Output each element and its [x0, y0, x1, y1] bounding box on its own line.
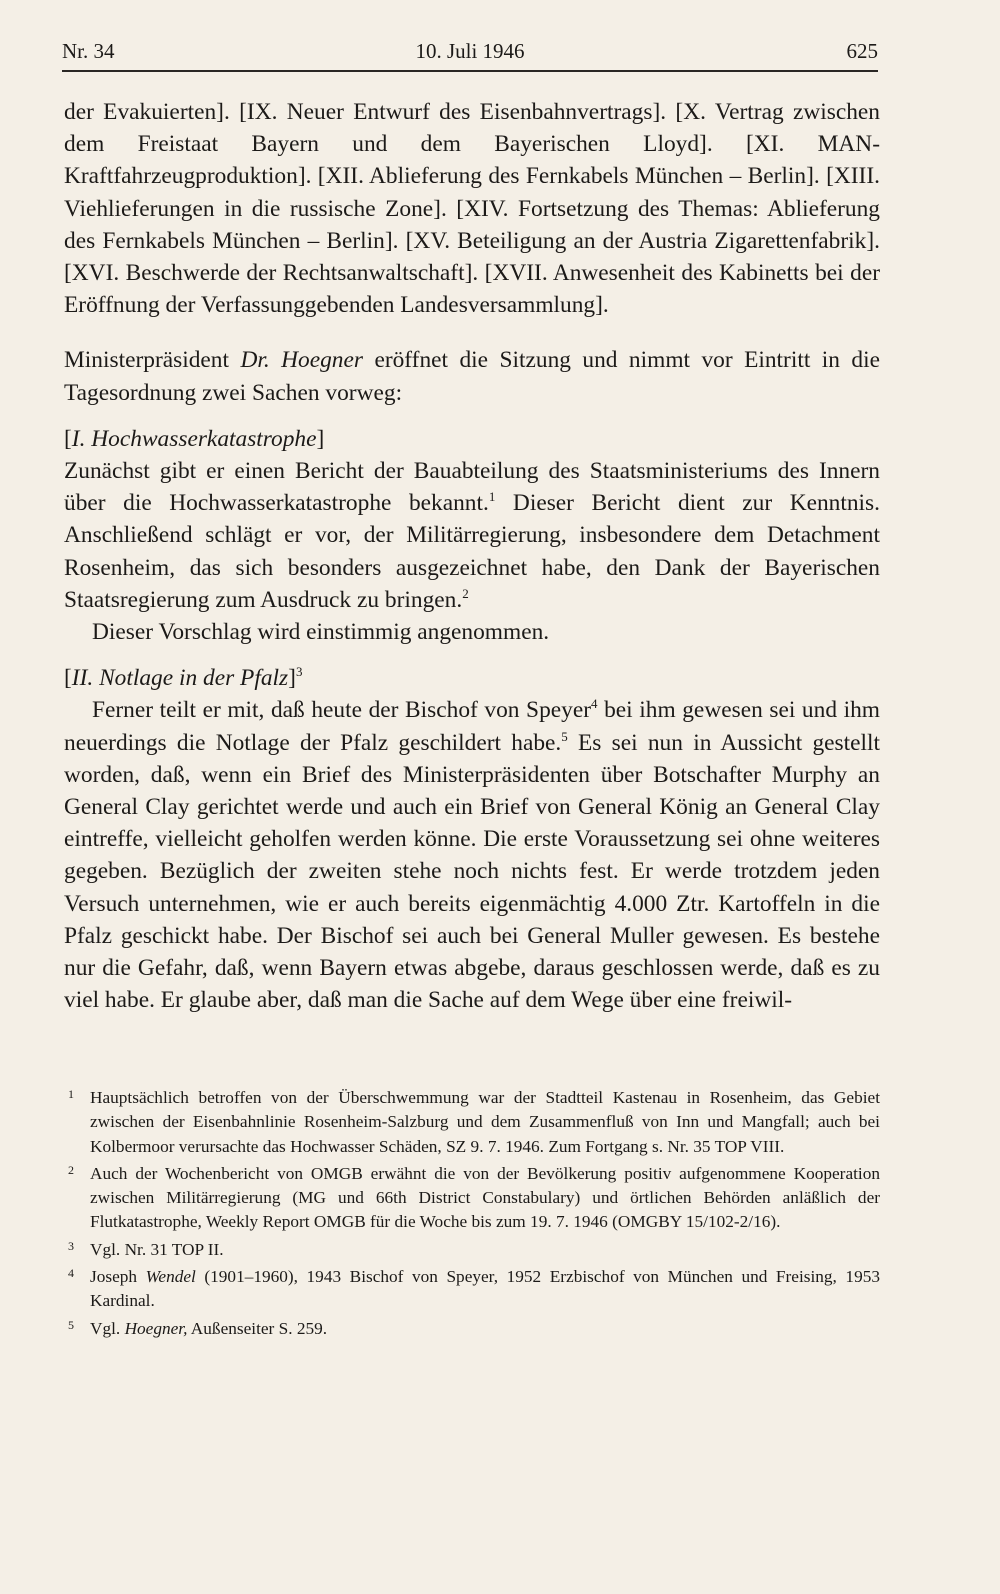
opening-text-rest: eröffnet die Sitzung und nimmt vor Eintritt in die Tagesordnung zwei Sachen vorweg: — [64, 347, 880, 406]
footnotes — [64, 1086, 880, 1344]
footnote-ref-5[interactable]: 5 — [561, 728, 568, 744]
section2-text-b: bei ihm gewesen sei und ihm neuerdings die Notlage der Pfalz geschildert habe. — [64, 697, 880, 756]
speaker-name: Dr. Hoegner — [240, 347, 363, 374]
section2-text-a: Ferner teilt er mit, daß heute der Bischof von Speyer — [92, 697, 592, 724]
section1-paragraph — [64, 455, 880, 616]
footnote-number: 4 — [68, 1266, 74, 1281]
footnote-number: 3 — [68, 1238, 74, 1253]
bracket-close: ] — [288, 665, 296, 692]
footnote-ref-1[interactable]: 1 — [488, 489, 496, 505]
section1-text-a: Zunächst gibt er einen Bericht der Bauabteilung des Staatsministeriums des Innern über die Hochwasserkatastrophe bekannt. — [64, 458, 880, 517]
section1-decision: Dieser Vorschlag wird einstimmig angenommen. — [92, 619, 550, 646]
footnote-2 — [64, 1162, 880, 1235]
opening-text: Ministerpräsident — [64, 347, 241, 374]
section-heading-1 — [64, 423, 880, 455]
footnote-1 — [64, 1086, 880, 1159]
bracket-close: ] — [316, 425, 325, 452]
footnote-text: Auch der Wochenbericht von OMGB erwähnt die von der Bevölkerung positiv aufgenommene Kooperation zwischen Militärregierung (MG und 66th District Constabulary) und örtlichen Behörden anläßlich der Flutkatastrophe, Weekly Report OMGB für die Woche bis zum 19. 7. 1946 (OMGBY 15/102-2/16). — [90, 1163, 880, 1232]
footnote-number: 2 — [68, 1162, 74, 1177]
footnote-4 — [64, 1265, 880, 1314]
section-title-2: II. Notlage in der Pfalz — [71, 665, 289, 692]
page-header — [62, 36, 878, 72]
footnote-text: Vgl. Nr. 31 TOP II. — [90, 1239, 224, 1259]
footnote-text: (1901–1960), 1943 Bischof von Speyer, 1952 Erzbischof von München und Freising, 1953 Kardinal. — [90, 1267, 880, 1311]
footnote-person-name: Wendel — [145, 1267, 196, 1287]
footnote-ref-2[interactable]: 2 — [462, 585, 469, 601]
section-title-1: I. Hochwasserkatastrophe — [71, 425, 317, 452]
footnote-number: 5 — [68, 1317, 74, 1332]
intro-paragraph: der Evakuierten]. [IX. Neuer Entwurf des Eisenbahnvertrags]. [X. Vertrag zwischen dem Freistaat Bayern und dem Bayerischen Lloyd]. [XI. MAN-Kraftfahrzeugproduktion]. [XII. Ablieferung des Fernkabels München – Berlin]. [XIII. Viehlieferungen in die russische Zone]. [XIV. Fortsetzung des Themas: Ablieferung des Fernkabels München – Berlin]. [XV. Beteiligung an der Austria Zigarettenfabrik]. [XVI. Beschwerde der Rechtsanwaltschaft]. [XVII. Anwesenheit des Kabinetts bei der Eröffnung der Verfassunggebenden Landesversammlung]. — [64, 99, 880, 319]
footnote-ref-3[interactable]: 3 — [295, 664, 303, 680]
footnote-text: Außenseiter S. 259. — [187, 1318, 328, 1338]
header-date: 10. Juli 1946 — [415, 39, 525, 63]
section2-paragraph — [64, 694, 880, 1016]
opening-paragraph — [64, 344, 880, 408]
main-text — [64, 96, 880, 1016]
section2-text-c: Es sei nun in Aussicht gestellt worden, daß, wenn ein Brief des Ministerpräsidenten über Botschafter Murphy an General Clay gerichtet werde und auch ein Brief von General König an General Clay eintreffe, vielleicht geholfen werden könne. Die erste Voraussetzung sei ohne weiteres gegeben. Bezüglich der zweiten stehe noch nichts fest. Er werde trotzdem jeden Versuch unternehmen, wie er auch bereits eigenmächtig 4.000 Ztr. Kartoffeln in die Pfalz geschickt habe. Der Bischof sei auch bei General Muller gewesen. Es bestehe nur die Gefahr, daß, wenn Bayern etwas abgebe, daraus geschlossen werde, daß es zu viel habe. Er glaube aber, daß man die Sache auf dem Wege über eine freiwil- — [64, 729, 881, 1014]
section1-text-b: Dieser Bericht dient zur Kenntnis. Anschließend schlägt er vor, der Militärregierung, insbesondere dem Detachment Rosenheim, das sich besonders ausgezeichnet habe, den Dank der Bayerischen Staatsregierung zum Ausdruck zu bringen. — [64, 490, 881, 613]
document-number: Nr. 34 — [62, 39, 115, 63]
footnote-number: 1 — [68, 1087, 74, 1101]
section-heading-2 — [64, 662, 880, 694]
page-number: 625 — [846, 39, 878, 63]
footnote-ref-4[interactable]: 4 — [591, 696, 598, 712]
footnote-author-name: Hoegner, — [124, 1318, 188, 1338]
footnote-5 — [64, 1317, 880, 1341]
footnote-text: Hauptsächlich betroffen von der Überschwemmung war der Stadtteil Kastenau in Rosenheim, das Gebiet zwischen der Eisenbahnlinie Rosenheim-Salzburg und dem Zusammenfluß von Inn und Mangfall; auch bei Kolbermoor verursachte das Hochwasser Schäden, SZ 9. 7. 1946. Zum Fortgang s. Nr. 35 TOP VIII. — [90, 1088, 880, 1156]
footnote-3 — [64, 1238, 880, 1262]
footnote-text-pre: Joseph — [90, 1267, 146, 1287]
bracket-open: [ — [64, 665, 72, 692]
footnote-text-pre: Vgl. — [90, 1318, 125, 1338]
bracket-open: [ — [64, 425, 72, 452]
